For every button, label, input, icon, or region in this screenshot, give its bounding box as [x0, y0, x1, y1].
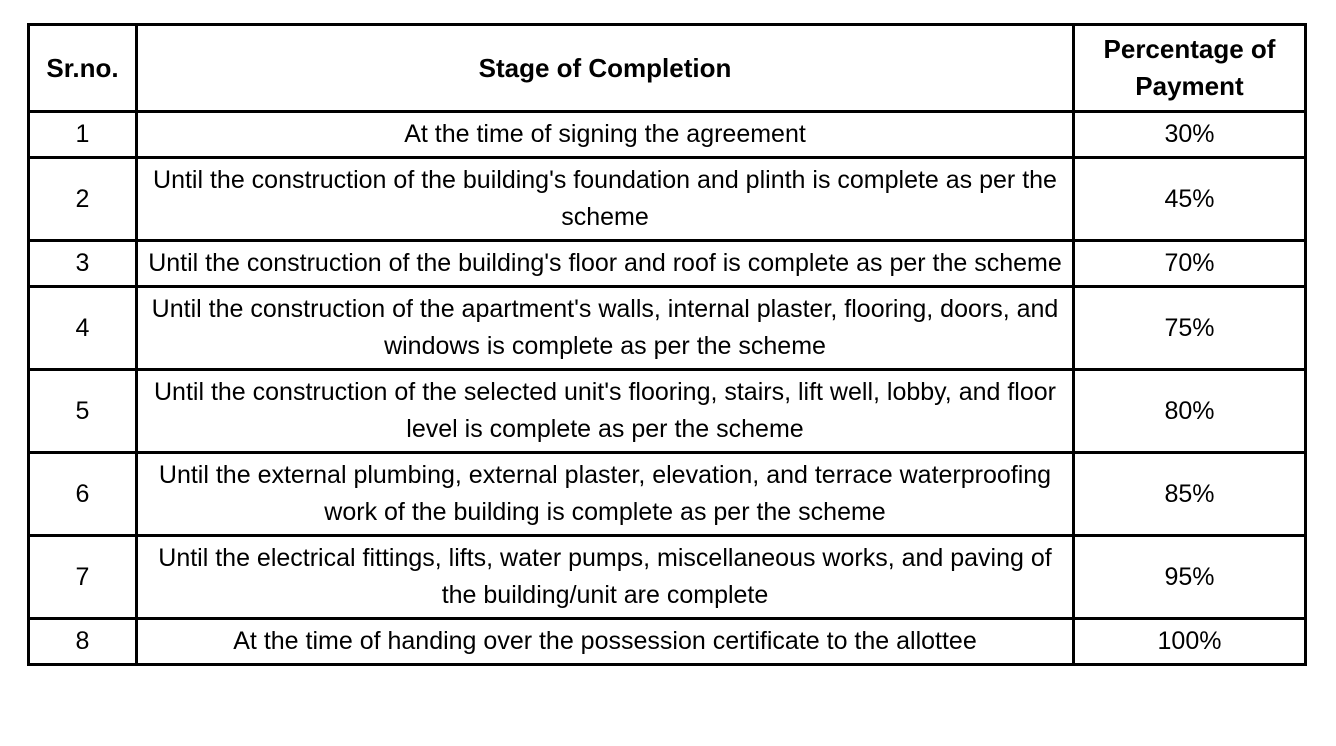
- cell-percentage: 80%: [1074, 370, 1306, 453]
- cell-sr-no: 2: [29, 158, 137, 241]
- table-row: [29, 536, 1306, 619]
- cell-percentage: 45%: [1074, 158, 1306, 241]
- table-header: [29, 25, 1306, 112]
- table-row: [29, 158, 1306, 241]
- payment-schedule-table: [27, 23, 1307, 666]
- table-row: [29, 287, 1306, 370]
- cell-sr-no: 4: [29, 287, 137, 370]
- table-row: [29, 619, 1306, 665]
- cell-stage: Until the construction of the apartment's walls, internal plaster, flooring, doors, and windows is complete as per the scheme: [137, 287, 1074, 370]
- cell-sr-no: 5: [29, 370, 137, 453]
- cell-percentage: 30%: [1074, 112, 1306, 158]
- cell-sr-no: 1: [29, 112, 137, 158]
- cell-sr-no: 3: [29, 241, 137, 287]
- cell-percentage: 70%: [1074, 241, 1306, 287]
- cell-stage: At the time of signing the agreement: [137, 112, 1074, 158]
- cell-percentage: 85%: [1074, 453, 1306, 536]
- cell-percentage: 95%: [1074, 536, 1306, 619]
- cell-sr-no: 7: [29, 536, 137, 619]
- table-row: [29, 241, 1306, 287]
- header-row: [29, 25, 1306, 112]
- cell-stage: Until the construction of the building's foundation and plinth is complete as per the scheme: [137, 158, 1074, 241]
- table-body: [29, 112, 1306, 665]
- table-row: [29, 453, 1306, 536]
- cell-sr-no: 6: [29, 453, 137, 536]
- cell-stage: Until the construction of the selected unit's flooring, stairs, lift well, lobby, and floor level is complete as per the scheme: [137, 370, 1074, 453]
- table-row: [29, 370, 1306, 453]
- cell-stage: Until the external plumbing, external plaster, elevation, and terrace waterproofing work of the building is complete as per the scheme: [137, 453, 1074, 536]
- cell-sr-no: 8: [29, 619, 137, 665]
- cell-stage: At the time of handing over the possession certificate to the allottee: [137, 619, 1074, 665]
- cell-percentage: 75%: [1074, 287, 1306, 370]
- column-header-stage-of-completion: Stage of Completion: [137, 25, 1074, 112]
- cell-stage: Until the electrical fittings, lifts, water pumps, miscellaneous works, and paving of the building/unit are complete: [137, 536, 1074, 619]
- column-header-sr-no: Sr.no.: [29, 25, 137, 112]
- column-header-percentage-of-payment: Percentage of Payment: [1074, 25, 1306, 112]
- cell-stage: Until the construction of the building's floor and roof is complete as per the scheme: [137, 241, 1074, 287]
- cell-percentage: 100%: [1074, 619, 1306, 665]
- table-row: [29, 112, 1306, 158]
